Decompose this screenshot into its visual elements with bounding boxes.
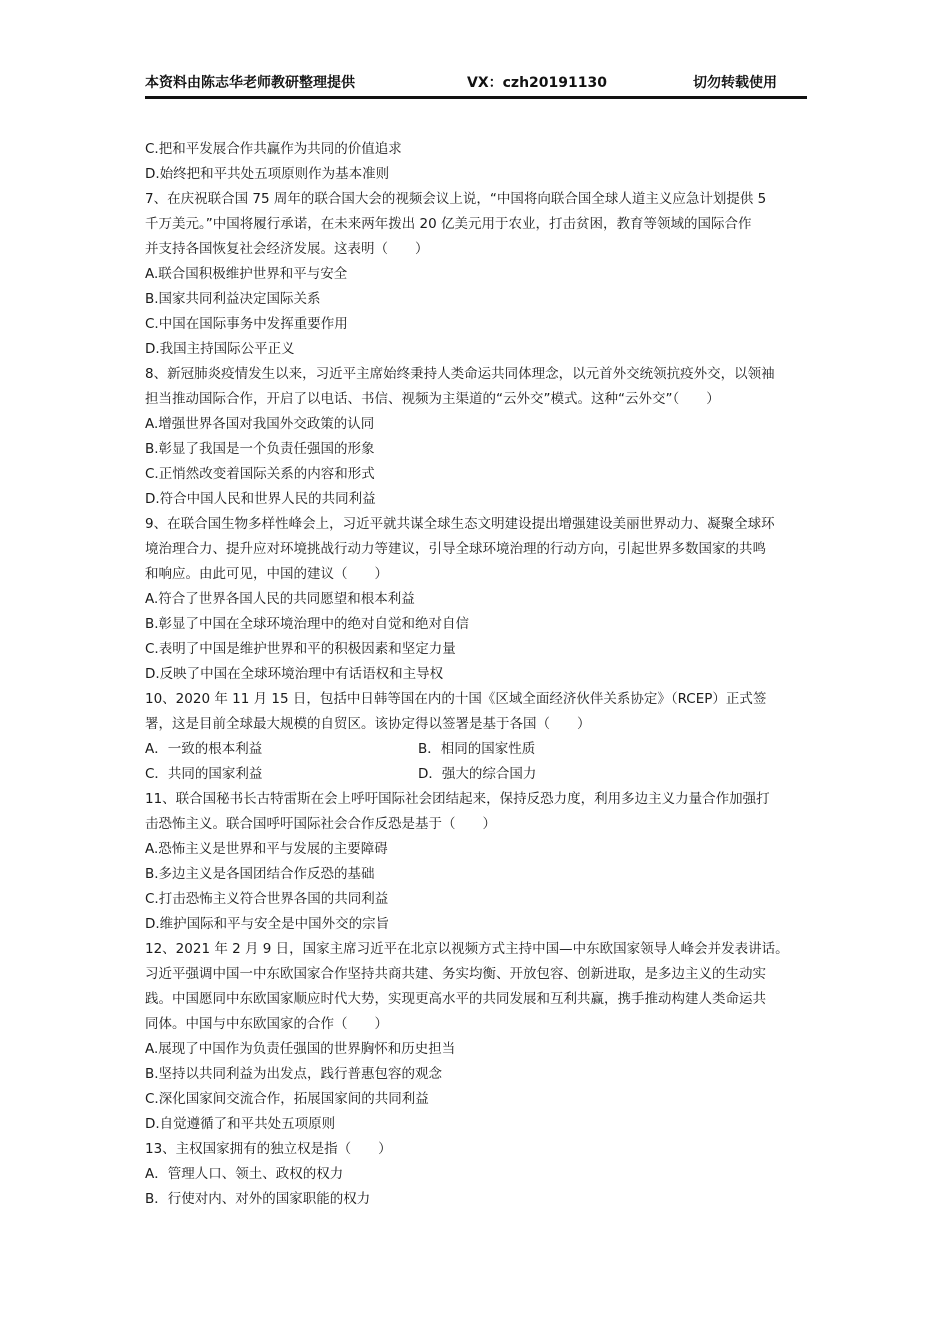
question-12-option: C.深化国家间交流合作，拓展国家间的共同利益 xyxy=(145,1091,429,1107)
question-9-option: D.反映了中国在全球环境治理中有话语权和主导权 xyxy=(145,666,444,682)
question-12-option: B.坚持以共同利益为出发点，践行普惠包容的观念 xyxy=(145,1066,443,1082)
question-13-option: A．管理人口、领土、政权的权力 xyxy=(145,1166,344,1182)
header-contact: VX：czh20191130 xyxy=(467,75,607,91)
question-10-option-a: A．一致的根本利益 xyxy=(145,741,263,757)
question-9-stem: 9、在联合国生物多样性峰会上，习近平就共谋全球生态文明建设提出增强建设美丽世界动力、凝聚全球环 xyxy=(145,516,775,532)
question-11-stem: 11、联合国秘书长古特雷斯在会上呼吁国际社会团结起来，保持反恐力度，利用多边主义力量合作加强打 xyxy=(145,791,770,807)
question-8-option: C.正悄然改变着国际关系的内容和形式 xyxy=(145,466,375,482)
question-8-option: D.符合中国人民和世界人民的共同利益 xyxy=(145,491,376,507)
header-rule xyxy=(145,96,807,99)
question-8-stem: 8、新冠肺炎疫情发生以来，习近平主席始终秉持人类命运共同体理念，以元首外交统领抗疫外交，以领袖 xyxy=(145,366,775,382)
question-12-option: A.展现了中国作为负责任强国的世界胸怀和历史担当 xyxy=(145,1041,456,1057)
question-9-option: B.彰显了中国在全球环境治理中的绝对自觉和绝对自信 xyxy=(145,616,470,632)
header-source-note: 本资料由陈志华老师教研整理提供 xyxy=(145,75,355,91)
text-line: C.把和平发展合作共赢作为共同的价值追求 xyxy=(145,141,402,157)
question-7-option: B.国家共同利益决定国际关系 xyxy=(145,291,321,307)
question-10-option-d: D．强大的综合国力 xyxy=(418,766,537,782)
question-7-option: C.中国在国际事务中发挥重要作用 xyxy=(145,316,348,332)
question-13-stem: 13、主权国家拥有的独立权是指（ ） xyxy=(145,1141,392,1157)
question-7-stem: 7、在庆祝联合国 75 周年的联合国大会的视频会议上说，“中国将向联合国全球人道主义应急计划提供 5 xyxy=(145,191,767,207)
question-10-stem: 10、2020 年 11 月 15 日，包括中日韩等国在内的十国《区域全面经济伙伴关系协定》（RCEP）正式签 xyxy=(145,691,767,707)
question-7-option: A.联合国积极维护世界和平与安全 xyxy=(145,266,348,282)
question-12-stem: 习近平强调中国一中东欧国家合作坚持共商共建、务实均衡、开放包容、创新进取，是多边主义的生动实 xyxy=(145,966,766,982)
text-line: D.始终把和平共处五项原则作为基本准则 xyxy=(145,166,390,182)
question-12-stem: 同体。中国与中东欧国家的合作（ ） xyxy=(145,1016,388,1032)
question-9-option: C.表明了中国是维护世界和平的积极因素和坚定力量 xyxy=(145,641,456,657)
page-header xyxy=(145,72,807,94)
question-11-option: B.多边主义是各国团结合作反恐的基础 xyxy=(145,866,375,882)
question-8-option: A.增强世界各国对我国外交政策的认同 xyxy=(145,416,375,432)
question-8-option: B.彰显了我国是一个负责任强国的形象 xyxy=(145,441,375,457)
question-13-option: B．行使对内、对外的国家职能的权力 xyxy=(145,1191,371,1207)
question-10-option-b: B．相同的国家性质 xyxy=(418,741,536,757)
question-12-stem: 践。中国愿同中东欧国家顺应时代大势，实现更高水平的共同发展和互利共赢，携手推动构建人类命运共 xyxy=(145,991,766,1007)
question-12-stem: 12、2021 年 2 月 9 日，国家主席习近平在北京以视频方式主持中国—中东欧国家领导人峰会并发表讲话。 xyxy=(145,941,789,957)
question-12-option: D.自觉遵循了和平共处五项原则 xyxy=(145,1116,336,1132)
question-7-stem: 并支持各国恢复社会经济发展。这表明（ ） xyxy=(145,241,429,257)
question-11-stem: 击恐怖主义。联合国呼吁国际社会合作反恐是基于（ ） xyxy=(145,816,496,832)
question-9-stem: 境治理合力、提升应对环境挑战行动力等建议，引导全球环境治理的行动方向，引起世界多数国家的共鸣 xyxy=(145,541,766,557)
question-7-option: D.我国主持国际公平正义 xyxy=(145,341,295,357)
question-7-stem: 千万美元。”中国将履行承诺，在未来两年拨出 20 亿美元用于农业，打击贫困，教育等领域的国际合作 xyxy=(145,216,752,232)
question-10-option-c: C．共同的国家利益 xyxy=(145,766,263,782)
question-11-option: A.恐怖主义是世界和平与发展的主要障碍 xyxy=(145,841,388,857)
question-10-stem: 署，这是目前全球最大规模的自贸区。该协定得以签署是基于各国（ ） xyxy=(145,716,591,732)
question-9-stem: 和响应。由此可见，中国的建议（ ） xyxy=(145,566,388,582)
header-notice: 切勿转载使用 xyxy=(693,75,777,91)
question-8-stem: 担当推动国际合作，开启了以电话、书信、视频为主渠道的“云外交”模式。这种“云外交”（ ） xyxy=(145,391,720,407)
question-9-option: A.符合了世界各国人民的共同愿望和根本利益 xyxy=(145,591,415,607)
question-11-option: C.打击恐怖主义符合世界各国的共同利益 xyxy=(145,891,389,907)
question-11-option: D.维护国际和平与安全是中国外交的宗旨 xyxy=(145,916,390,932)
